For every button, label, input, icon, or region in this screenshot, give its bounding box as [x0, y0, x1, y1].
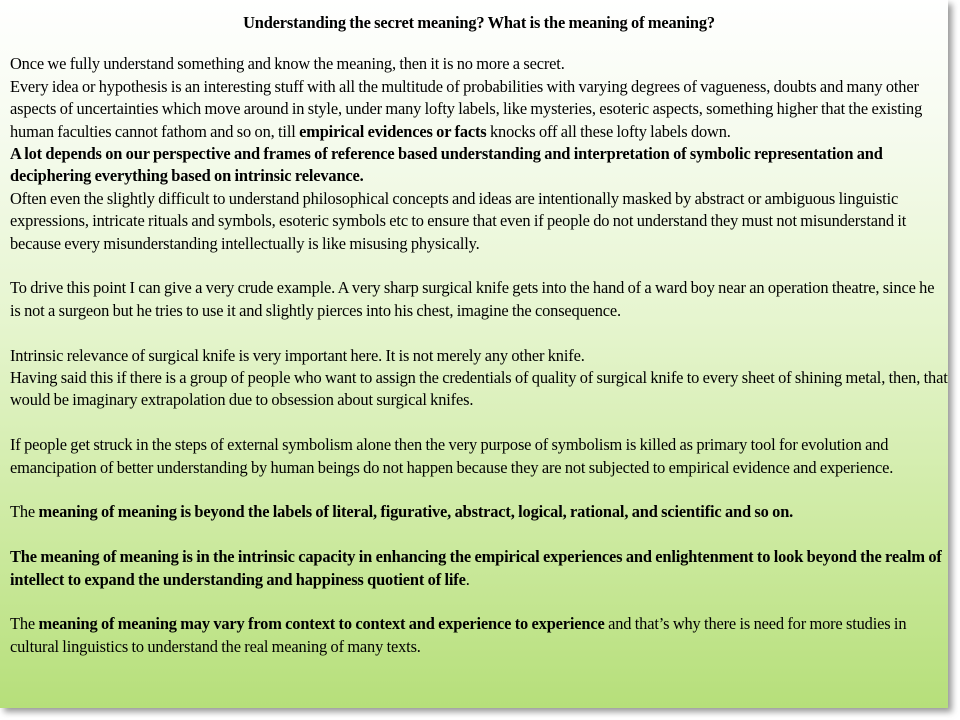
- paragraph-text: .: [465, 569, 470, 589]
- spacer: [10, 479, 948, 501]
- bold-text: meaning of meaning may vary from context to context and experience to experience: [38, 614, 605, 634]
- paragraph-symbolism: If people get struck in the steps of external symbolism alone then the very purpose of symbolism is killed as primary tool for evolution and emancipation of better understanding by human beings do not happen because they are not subjected to empirical evidence and experience.: [10, 435, 894, 477]
- bold-text: meaning of meaning is beyond the labels of literal, figurative, abstract, logical, rational, and scientific and so on.: [38, 502, 794, 522]
- paragraph-concepts: Often even the slightly difficult to understand philosophical concepts and ideas are intentionally masked by abstract or ambiguous linguistic expressions, intricate rituals and symbols, esoteric symbols etc to ensure that even if people do not understand they must not misunderstand it because every misunderstanding intellectually is like misusing physically.: [10, 188, 907, 253]
- spacer: [10, 255, 948, 277]
- paragraph-text: Every idea or hypothesis is an interesting stuff with all the multitude of probabilities with varying degrees of vagueness, doubts and many other aspects of uncertainties which move around in style, under many lofty labels, like mysteries, esoteric aspects, something higher that the existing human faculties cannot fathom and so on, till: [10, 76, 923, 141]
- bold-text: The meaning of meaning is in the intrinsic capacity in enhancing the empirical experiences and enlightenment to look beyond the realm of intellect to expand the understanding and happiness quotient of life: [10, 547, 942, 589]
- page-title: Understanding the secret meaning? What is the meaning of meaning?: [243, 13, 715, 32]
- paragraph-beyond-labels: [10, 501, 948, 523]
- paragraph-perspective: A lot depends on our perspective and frames of reference based understanding and interpretation of symbolic representation and deciphering everything based on intrinsic relevance.: [10, 144, 883, 186]
- paragraph-intrinsic-capacity: [10, 546, 948, 591]
- spacer: [10, 322, 948, 344]
- paragraph-relevance: Intrinsic relevance of surgical knife is very important here. It is not merely any other knife.: [10, 345, 585, 365]
- paragraph-text: The: [10, 614, 39, 634]
- slide-content: [10, 12, 948, 658]
- paragraph-text: knocks off all these lofty labels down.: [486, 121, 731, 141]
- paragraph-text: and that’s why there is need for more studies in cultural linguistics to understand the real meaning of many texts.: [10, 614, 907, 656]
- paragraph-context: [10, 613, 948, 658]
- paragraph-secret: Once we fully understand something and know the meaning, then it is no more a secret.: [10, 54, 565, 74]
- paragraph-hypothesis: [10, 76, 948, 143]
- paragraph-example: To drive this point I can give a very crude example. A very sharp surgical knife gets into the hand of a ward boy near an operation theatre, since he is not a surgeon but he tries to use it and slightly pierces into his chest, imagine the consequence.: [10, 278, 935, 320]
- bold-text: empirical evidences or facts: [299, 121, 487, 141]
- spacer: [10, 524, 948, 546]
- spacer: [10, 412, 948, 434]
- spacer: [10, 591, 948, 613]
- paragraph-credentials: Having said this if there is a group of people who want to assign the credentials of quality of surgical knife to every sheet of shining metal, then, that would be imaginary extrapolation due to obsession about surgical knifes.: [10, 368, 948, 410]
- paragraph-text: The: [10, 502, 39, 522]
